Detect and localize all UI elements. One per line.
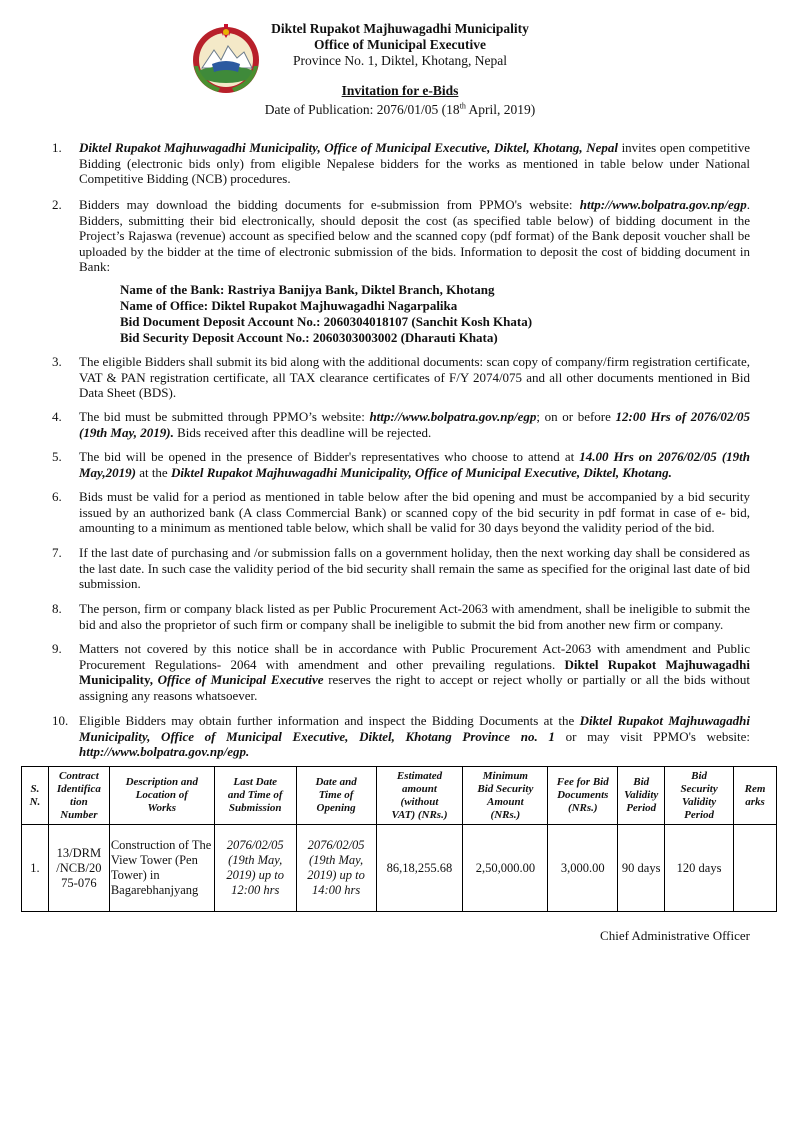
opening-place: Diktel Rupakot Majhuwagadhi Municipality, Office of Municipal Executive, Diktel, Khotang. [170,464,672,480]
table-header-cell: S. N. [22,767,49,825]
publication-date: Date of Publication: 2076/01/05 (18th April, 2019) [264,101,536,117]
cell-description: Construction of The View Tower (Pen Tower) in Bagarebhanjyang [109,825,214,912]
table-header-cell: Minimum Bid Security Amount (NRs.) [463,767,548,825]
cell-validity: 90 days [618,825,665,912]
list-item: 1. Diktel Rupakot Majhuwagadhi Municipality, Office of Municipal Executive, Diktel, Khotang, Nepal invites open competitive Bidding (electronic bids only) from eligible Nepalese bidders for the works as mentioned in table below under National Competitive Bidding (NCB) procedures. [52,140,750,187]
signature-title: Chief Administrative Officer [600,928,750,943]
opening-time: 14.00 Hrs on 2076/02/05 (19th May,2019) [79,449,751,480]
office-address: Province No. 1, Diktel, Khotang, Nepal [292,53,508,68]
table-header-cell: Date and Time of Opening [296,767,376,825]
table-header-cell: Estimated amount (without VAT) (NRs.) [376,767,463,825]
list-item: 10. Eligible Bidders may obtain further information and inspect the Bidding Documents at the Diktel Rupakot Majhuwagadhi Municipality, Office of Municipal Executive, Diktel, Khotang Province no. 1 or may visit PPMO's website: http://www.bolpatra.gov.np/egp. [52,713,750,760]
table-header-cell: Bid Security Validity Period [665,767,734,825]
list-item: 4. The bid must be submitted through PPMO’s website: http://www.bolpatra.gov.np/egp; on or before 12:00 Hrs of 2076/02/05 (19th May, 2019). Bids received after this deadline will be rejected. [52,409,750,440]
table-header-cell: Last Date and Time of Submission [214,767,296,825]
list-item: 7. If the last date of purchasing and /or submission falls on a government holiday, then the next working day shall be considered as the last date. In such case the validity period of the bid security shall remain the same as specified for the original last date of bid submission. [52,545,750,592]
list-item: 2. Bidders may download the bidding documents for e-submission from PPMO's website: http://www.bolpatra.gov.np/egp. Bidders, submitting their bid electronically, should deposit the cost (as specified table below) of bidding document in the Project’s Rajaswa (revenue) account as specified below and the scanned copy (pdf format) of the Bank deposit voucher shall be uploaded by the bidder at the time of electronic submission of the bids. Information to deposit the cost of bidding document in Bank: [52,197,750,275]
issuing-office: Diktel Rupakot Majhuwagadhi Municipality, Office of Municipal Executive, Diktel, Khotang, Nepal [79,140,619,155]
ppmo-link[interactable]: http://www.bolpatra.gov.np/egp [369,409,537,424]
cell-sn: 1. [22,825,49,912]
table-header-cell: Description and Location of Works [109,767,214,825]
list-item: 5. The bid will be opened in the presence of Bidder's representatives who choose to attend at 14.00 Hrs on 2076/02/05 (19th May,2019) at the Diktel Rupakot Majhuwagadhi Municipality, Office of Municipal Executive, Diktel, Khotang. [52,449,751,480]
cell-estimate: 86,18,255.68 [376,825,463,912]
table-header-cell: Bid Validity Period [618,767,665,825]
cell-remarks [734,825,777,912]
table-header-cell: Rem arks [734,767,777,825]
cell-submission: 2076/02/05 (19th May, 2019) up to 12:00 hrs [214,825,296,912]
list-item: 9. Matters not covered by this notice shall be in accordance with Public Procurement Act-2063 with amendment and Public Procurement Regulations- 2064 with amendment and other prevailing regulations. Diktel Rupakot Majhuwagadhi Municipality, Office of Municipal Executive reserves the right to accept or reject wholly or partially or all the bids without assigning any reasons whatsoever. [52,641,751,703]
ppmo-link[interactable]: http://www.bolpatra.gov.np/egp. [79,744,250,760]
cell-fee: 3,000.00 [548,825,618,912]
table-header-cell: Fee for Bid Documents (NRs.) [548,767,618,825]
cell-contract-id: 13/DRM /NCB/20 75-076 [48,825,109,912]
municipality-name: Diktel Rupakot Majhuwagadhi Municipality [271,21,529,36]
bid-table [21,766,777,912]
cell-opening: 2076/02/05 (19th May, 2019) up to 14:00 hrs [296,825,376,912]
table-row [22,825,777,912]
office-name: Office of Municipal Executive [313,37,487,52]
submission-deadline: 12:00 Hrs of 2076/02/05 (19th May, 2019). [79,409,750,440]
cell-security-validity: 120 days [665,825,734,912]
inspection-place: Diktel Rupakot Majhuwagadhi Municipality, Office of Municipal Executive, Diktel, Khotang Province no. 1 [79,713,750,744]
table-header-row [22,767,777,825]
cell-bid-security: 2,50,000.00 [463,825,548,912]
list-item: 6. Bids must be valid for a period as mentioned in table below after the bid opening and must be accompanied by a bid security issued by an authorized bank (A class Commercial Bank) or scanned copy of the bid security in pdf format in case of e- bid, amounting to a minimum as mentioned table below, which shall be valid for 30 days beyond the validity period of the bid. [52,489,750,536]
notice-title: Invitation for e-Bids [341,83,459,98]
list-item: 3. The eligible Bidders shall submit its bid along with the additional documents: scan copy of company/firm registration certificate, VAT & PAN registration certificate, all TAX clearance certificates of F/Y 2074/075 and all other documents mentioned in Bid Data Sheet (BDS). [52,354,750,401]
ppmo-link[interactable]: http://www.bolpatra.gov.np/egp [579,197,747,212]
table-header-cell: Contract Identifica tion Number [48,767,109,825]
list-item: 8. The person, firm or company black listed as per Public Procurement Act-2063 with amendment, shall be ineligible to submit the bid and also the proprietor of such firm or company shall be ineligible to submit the bid from another new firm or company. [52,601,750,632]
bank-info: Name of the Bank: Rastriya Banijya Bank, Diktel Branch, Khotang Name of Office: Diktel Rupakot Majhuwagadhi Nagarpalika Bid Document Deposit Account No.: 2060304018107 (Sanchit Kosh Khata) Bid Security Deposit Account No.: 2060303003002 (Dharauti Khata) [120,282,533,345]
